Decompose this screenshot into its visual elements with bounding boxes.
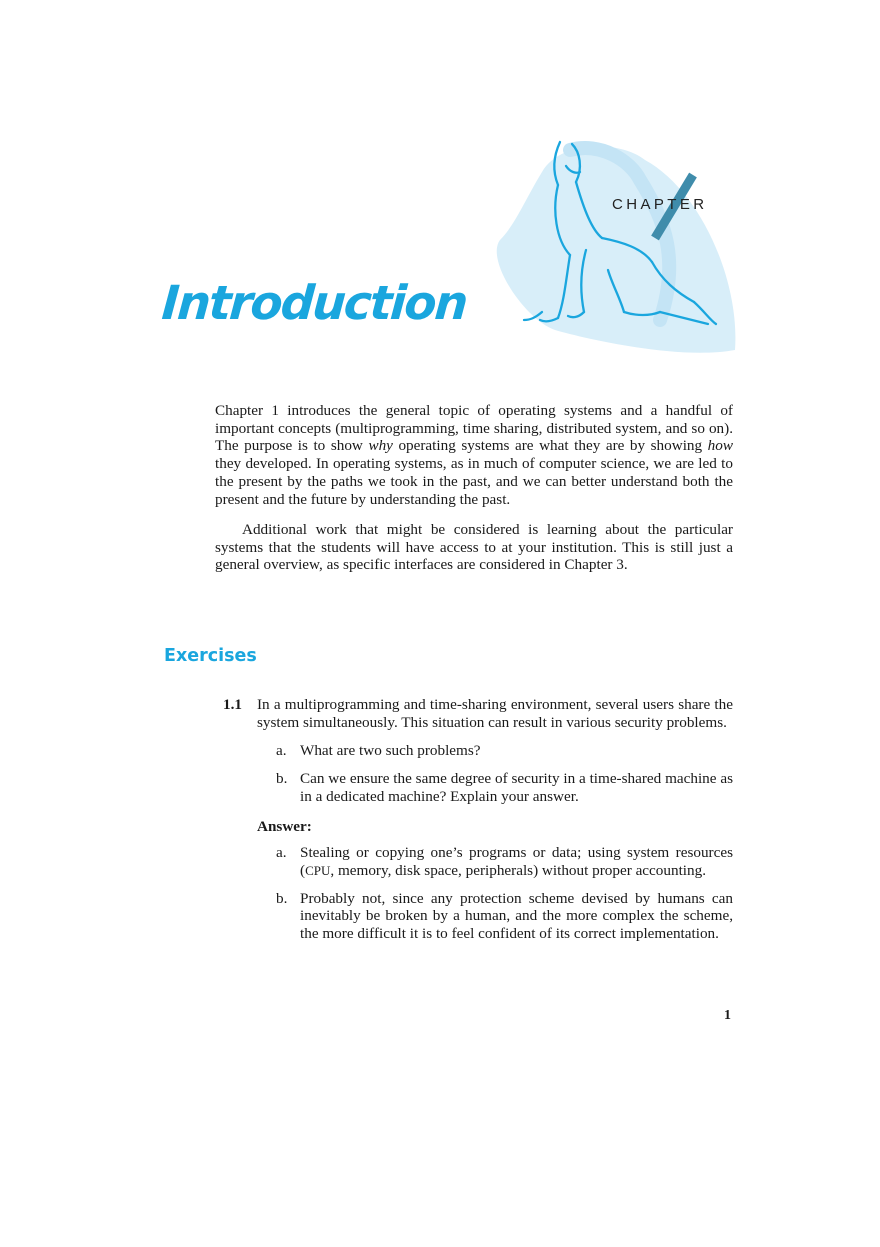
exercise-1-1 — [215, 696, 733, 943]
chapter-label: CHAPTER — [612, 196, 708, 213]
answer-label: Answer: — [257, 817, 312, 835]
question-item-b — [276, 770, 733, 805]
exercise-number: 1.1 — [223, 696, 242, 713]
question-item-a — [276, 742, 733, 760]
answer-text-b: Probably not, since any protection scheme devised by humans can inevitably be broken by a human, and the more complex the scheme, the more difficult it is to feel confident of its correct implementation. — [300, 889, 733, 943]
answer-text-a: Stealing or copying one’s programs or data; using system resources (CPU, memory, disk space, peripherals) without proper accounting. — [300, 844, 733, 879]
intro-paragraph-1: Chapter 1 introduces the general topic of operating systems and a handful of important concepts (multiprogramming, time sharing, distributed system, and so on). The purpose is to show why operating systems are what they are by showing how they developed. In operating systems, as in much of computer science, we are led to the present by the paths we took in the past, and we can better understand both the present and the future by understanding the past. — [215, 402, 733, 508]
question-label-b: b. — [276, 770, 288, 788]
chapter-dog-illustration — [480, 130, 740, 360]
question-text-a: What are two such problems? — [300, 742, 481, 760]
question-text-b: Can we ensure the same degree of security in a time-shared machine as in a dedicated machine? Explain your answer. — [300, 770, 733, 805]
page-number: 1 — [724, 1008, 731, 1023]
exercise-question: In a multiprogramming and time-sharing environment, several users share the system simultaneously. This situation can result in various security problems. — [257, 696, 733, 731]
answer-item-b — [276, 889, 733, 943]
chapter-title: Introduction — [160, 276, 469, 331]
question-label-a: a. — [276, 742, 287, 760]
answer-label-a: a. — [276, 844, 287, 862]
exercises-heading: Exercises — [164, 646, 257, 666]
answer-item-a — [276, 844, 733, 879]
answer-label-b: b. — [276, 889, 288, 907]
intro-paragraph-2: Additional work that might be considered is learning about the particular systems that the students will have access to at your institution. This is still just a general overview, as specific interfaces are considered in Chapter 3. — [215, 521, 733, 574]
